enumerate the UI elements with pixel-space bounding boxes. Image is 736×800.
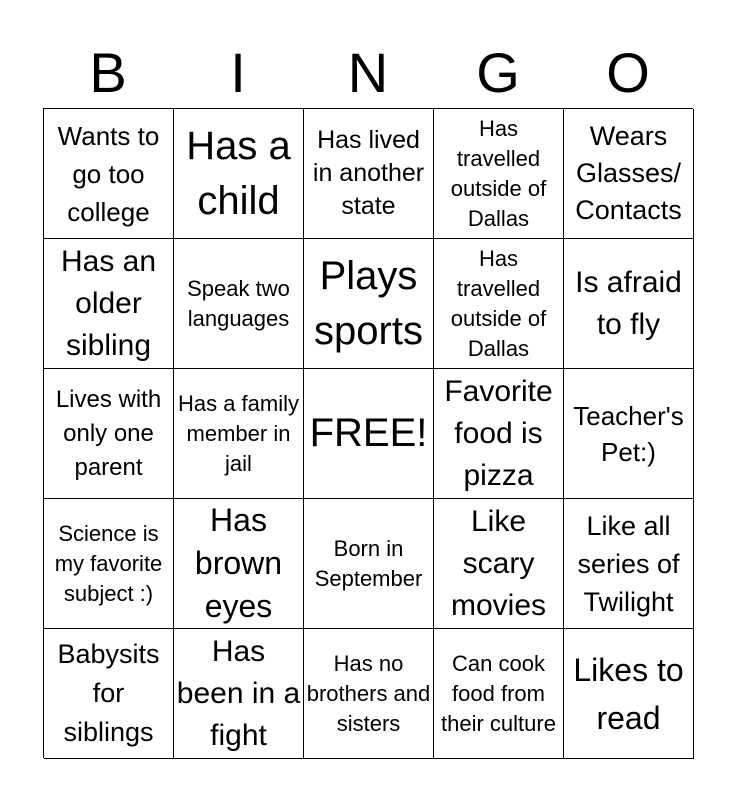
cell-text: Has a child (186, 123, 291, 223)
bingo-cell-b1[interactable] (44, 109, 174, 239)
bingo-cell-o5[interactable] (564, 629, 694, 759)
cell-text: Can cook food from their culture (441, 650, 556, 736)
bingo-header (43, 38, 693, 108)
bingo-cell-o1[interactable] (564, 109, 694, 239)
bingo-cell-g3[interactable] (434, 369, 564, 499)
bingo-cell-i2[interactable] (174, 239, 304, 369)
bingo-cell-g4[interactable] (434, 499, 564, 629)
free-space-text: FREE! (309, 411, 428, 455)
header-letter-o: O (606, 41, 650, 104)
bingo-cell-i5[interactable] (174, 629, 304, 759)
cell-text: Wants to go too college (57, 120, 160, 227)
cell-text: Has been in a fight (176, 634, 301, 752)
cell-text: Lives with only one parent (55, 385, 162, 481)
header-letter-n: N (347, 41, 389, 104)
bingo-cell-b2[interactable] (44, 239, 174, 369)
cell-text: Likes to read (573, 651, 684, 736)
bingo-cell-i4[interactable] (174, 499, 304, 629)
cell-text: Babysits for siblings (57, 639, 160, 747)
bingo-cell-n4[interactable] (304, 499, 434, 629)
bingo-cell-g2[interactable] (434, 239, 564, 369)
cell-text: Has lived in another state (312, 126, 425, 220)
bingo-cell-b4[interactable] (44, 499, 174, 629)
cell-text: Has brown eyes (194, 502, 283, 624)
header-letter-i: I (230, 41, 246, 104)
cell-text: Has travelled outside of Dallas (450, 245, 547, 361)
cell-text: Teacher's Pet:) (573, 400, 684, 467)
cell-text: Plays sports (314, 253, 423, 353)
cell-text: Has an older sibling (60, 244, 157, 362)
cell-text: Born in September (314, 535, 423, 591)
cell-text: Speak two languages (187, 275, 290, 331)
bingo-board (43, 108, 693, 758)
bingo-cell-b3[interactable] (44, 369, 174, 499)
cell-text: Has no brothers and sisters (306, 650, 431, 736)
bingo-cell-o3[interactable] (564, 369, 694, 499)
bingo-cell-g5[interactable] (434, 629, 564, 759)
bingo-cell-b5[interactable] (44, 629, 174, 759)
cell-text: Like all series of Twilight (577, 510, 680, 617)
bingo-cell-n1[interactable] (304, 109, 434, 239)
cell-text: Science is my favorite subject :) (54, 520, 163, 606)
bingo-cell-i1[interactable] (174, 109, 304, 239)
cell-text: Like scary movies (450, 504, 547, 622)
bingo-cell-g1[interactable] (434, 109, 564, 239)
header-letter-b: B (89, 41, 127, 104)
header-letter-g: G (476, 41, 520, 104)
bingo-cell-n2[interactable] (304, 239, 434, 369)
cell-text: Favorite food is pizza (444, 374, 553, 492)
cell-text: Has travelled outside of Dallas (450, 115, 547, 231)
bingo-cell-n3-free[interactable] (304, 369, 434, 499)
cell-text: Has a family member in jail (177, 390, 300, 476)
bingo-cell-o4[interactable] (564, 499, 694, 629)
bingo-cell-o2[interactable] (564, 239, 694, 369)
cell-text: Is afraid to fly (575, 265, 682, 341)
bingo-cell-n5[interactable] (304, 629, 434, 759)
bingo-cell-i3[interactable] (174, 369, 304, 499)
cell-text: Wears Glasses/ Contacts (575, 121, 682, 225)
